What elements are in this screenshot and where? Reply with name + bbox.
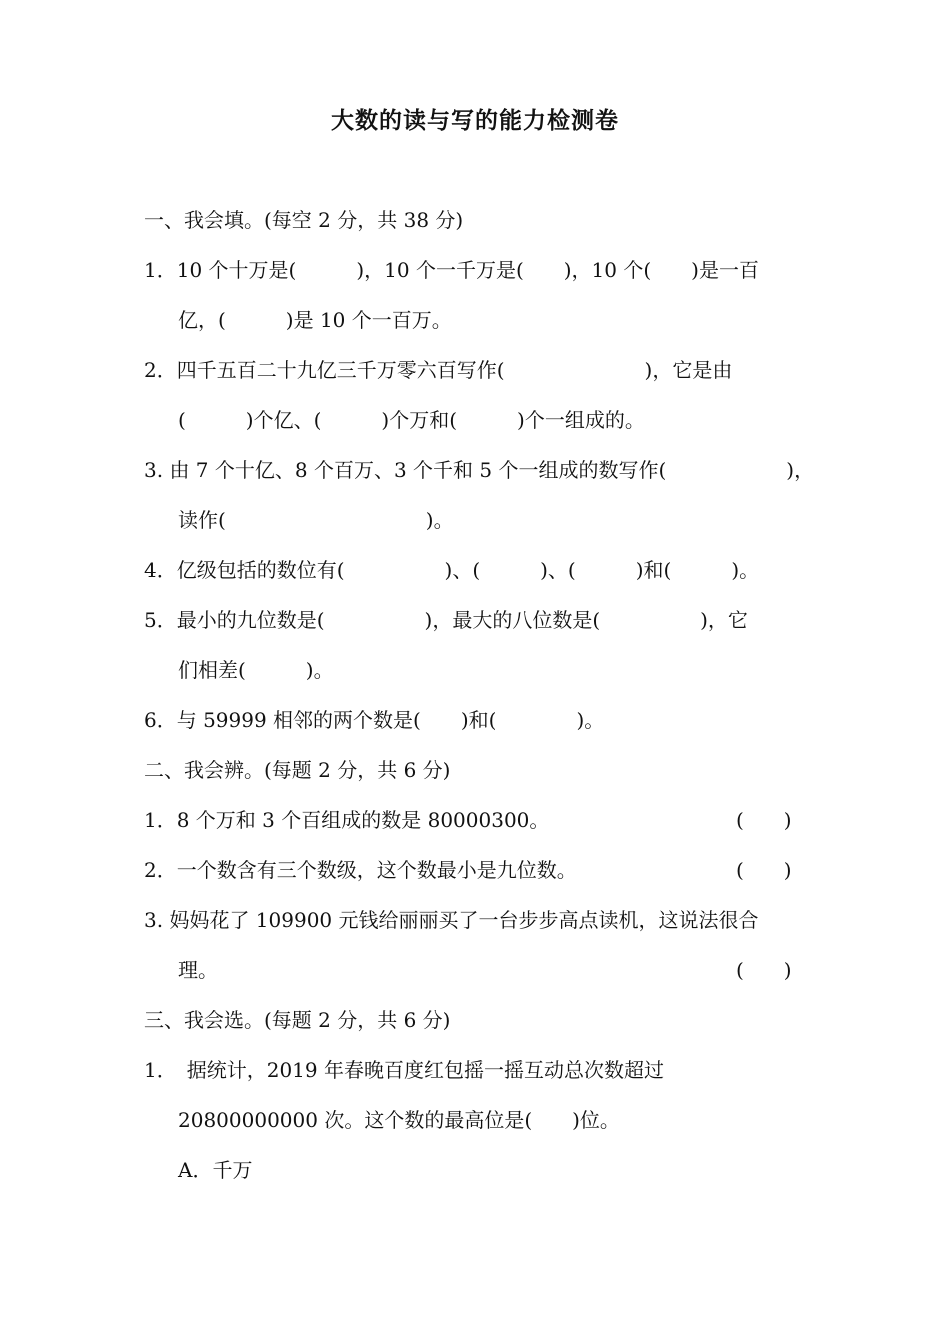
answer-paren-2-1: ( ) bbox=[736, 808, 792, 832]
question-1-1-line-1: 1．10 个十万是( )，10 个一千万是( )，10 个( )是一百 bbox=[144, 258, 759, 282]
section-3-heading: 三、我会选。(每题 2 分，共 6 分) bbox=[144, 1008, 451, 1032]
question-1-4: 4．亿级包括的数位有( )、( )、( )和( )。 bbox=[144, 558, 760, 582]
question-3-1-line-2: 20800000000 次。这个数的最高位是( )位。 bbox=[178, 1108, 620, 1132]
question-1-5-line-2: 们相差( )。 bbox=[178, 658, 334, 682]
answer-paren-2-2: ( ) bbox=[736, 858, 792, 882]
question-2-3-line-1: 3. 妈妈花了 109900 元钱给丽丽买了一台步步高点读机，这说法很合 bbox=[144, 908, 759, 932]
question-1-2-line-1: 2．四千五百二十九亿三千万零六百写作( )，它是由 bbox=[144, 358, 733, 382]
question-1-5-line-1: 5．最小的九位数是( )，最大的八位数是( )，它 bbox=[144, 608, 748, 632]
question-1-6: 6．与 59999 相邻的两个数是( )和( )。 bbox=[144, 708, 605, 732]
question-1-2-line-2: ( )个亿、( )个万和( )个一组成的。 bbox=[178, 408, 645, 432]
section-2-heading: 二、我会辨。(每题 2 分，共 6 分) bbox=[144, 758, 451, 782]
question-3-1-line-1: 1． 据统计，2019 年春晚百度红包摇一摇互动总次数超过 bbox=[144, 1058, 664, 1082]
page-title: 大数的读与写的能力检测卷 bbox=[331, 108, 619, 134]
option-a: A．千万 bbox=[178, 1158, 253, 1182]
answer-paren-2-3: ( ) bbox=[736, 958, 792, 982]
question-2-3-line-2: 理。 bbox=[178, 958, 218, 982]
question-1-3-line-2: 读作( )。 bbox=[178, 508, 454, 532]
question-2-2: 2．一个数含有三个数级，这个数最小是九位数。 bbox=[144, 858, 577, 882]
question-2-1: 1．8 个万和 3 个百组成的数是 80000300。 bbox=[144, 808, 550, 832]
question-1-1-line-2: 亿，( )是 10 个一百万。 bbox=[178, 308, 452, 332]
section-1-heading: 一、我会填。(每空 2 分，共 38 分) bbox=[144, 208, 464, 232]
question-1-3-line-1: 3. 由 7 个十亿、8 个百万、3 个千和 5 个一组成的数写作( )， bbox=[144, 458, 815, 482]
